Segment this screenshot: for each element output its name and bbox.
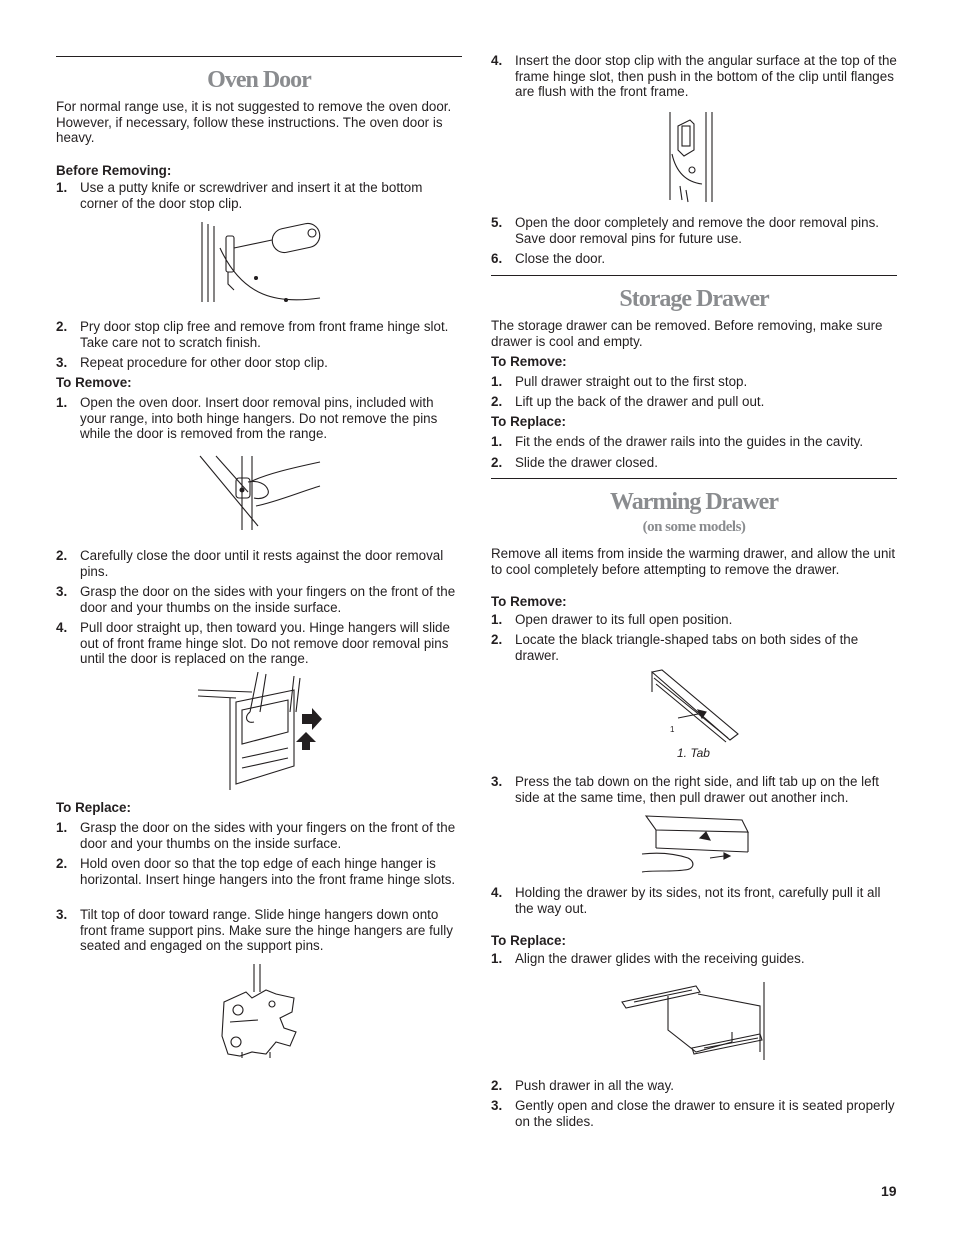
door-stop-clip-illustration — [666, 110, 718, 204]
to-replace-label: To Replace: — [491, 933, 566, 948]
drawer-glides-illustration — [620, 976, 770, 1062]
drawer-tab-illustration — [648, 668, 740, 744]
to-remove-label: To Remove: — [56, 375, 132, 390]
lift-door-illustration — [196, 672, 324, 792]
oven-door-title: Oven Door — [207, 67, 311, 93]
removal-pin-illustration — [196, 452, 324, 532]
hinge-hanger-illustration — [218, 962, 300, 1060]
oven-door-intro: For normal range use, it is not suggested to remove the oven door. However, if necessary, follow these instructions. The oven door is heavy. — [56, 99, 452, 146]
putty-knife-illustration — [198, 218, 326, 306]
warming-drawer-intro: Remove all items from inside the warming drawer, and allow the unit to cool completely before attempting to remove the drawer. — [491, 546, 896, 577]
to-remove-label: To Remove: — [491, 594, 567, 609]
before-removing-label: Before Removing: — [56, 163, 172, 178]
page-number: 19 — [881, 1183, 897, 1199]
warming-drawer-title: Warming Drawer — [610, 489, 778, 515]
warming-drawer-subtitle: (on some models) — [642, 519, 746, 535]
storage-drawer-intro: The storage drawer can be removed. Before removing, make sure drawer is cool and empty. — [491, 318, 883, 349]
storage-drawer-title: Storage Drawer — [619, 286, 769, 312]
section-rule — [491, 275, 897, 276]
to-remove-label: To Remove: — [491, 354, 567, 369]
press-tab-illustration — [640, 812, 754, 878]
section-rule — [491, 478, 897, 479]
figure-caption: 1. Tab — [677, 746, 710, 760]
to-replace-label: To Replace: — [491, 414, 566, 429]
to-replace-label: To Replace: — [56, 800, 131, 815]
section-rule — [56, 56, 462, 57]
figure-callout: 1 — [670, 725, 675, 734]
